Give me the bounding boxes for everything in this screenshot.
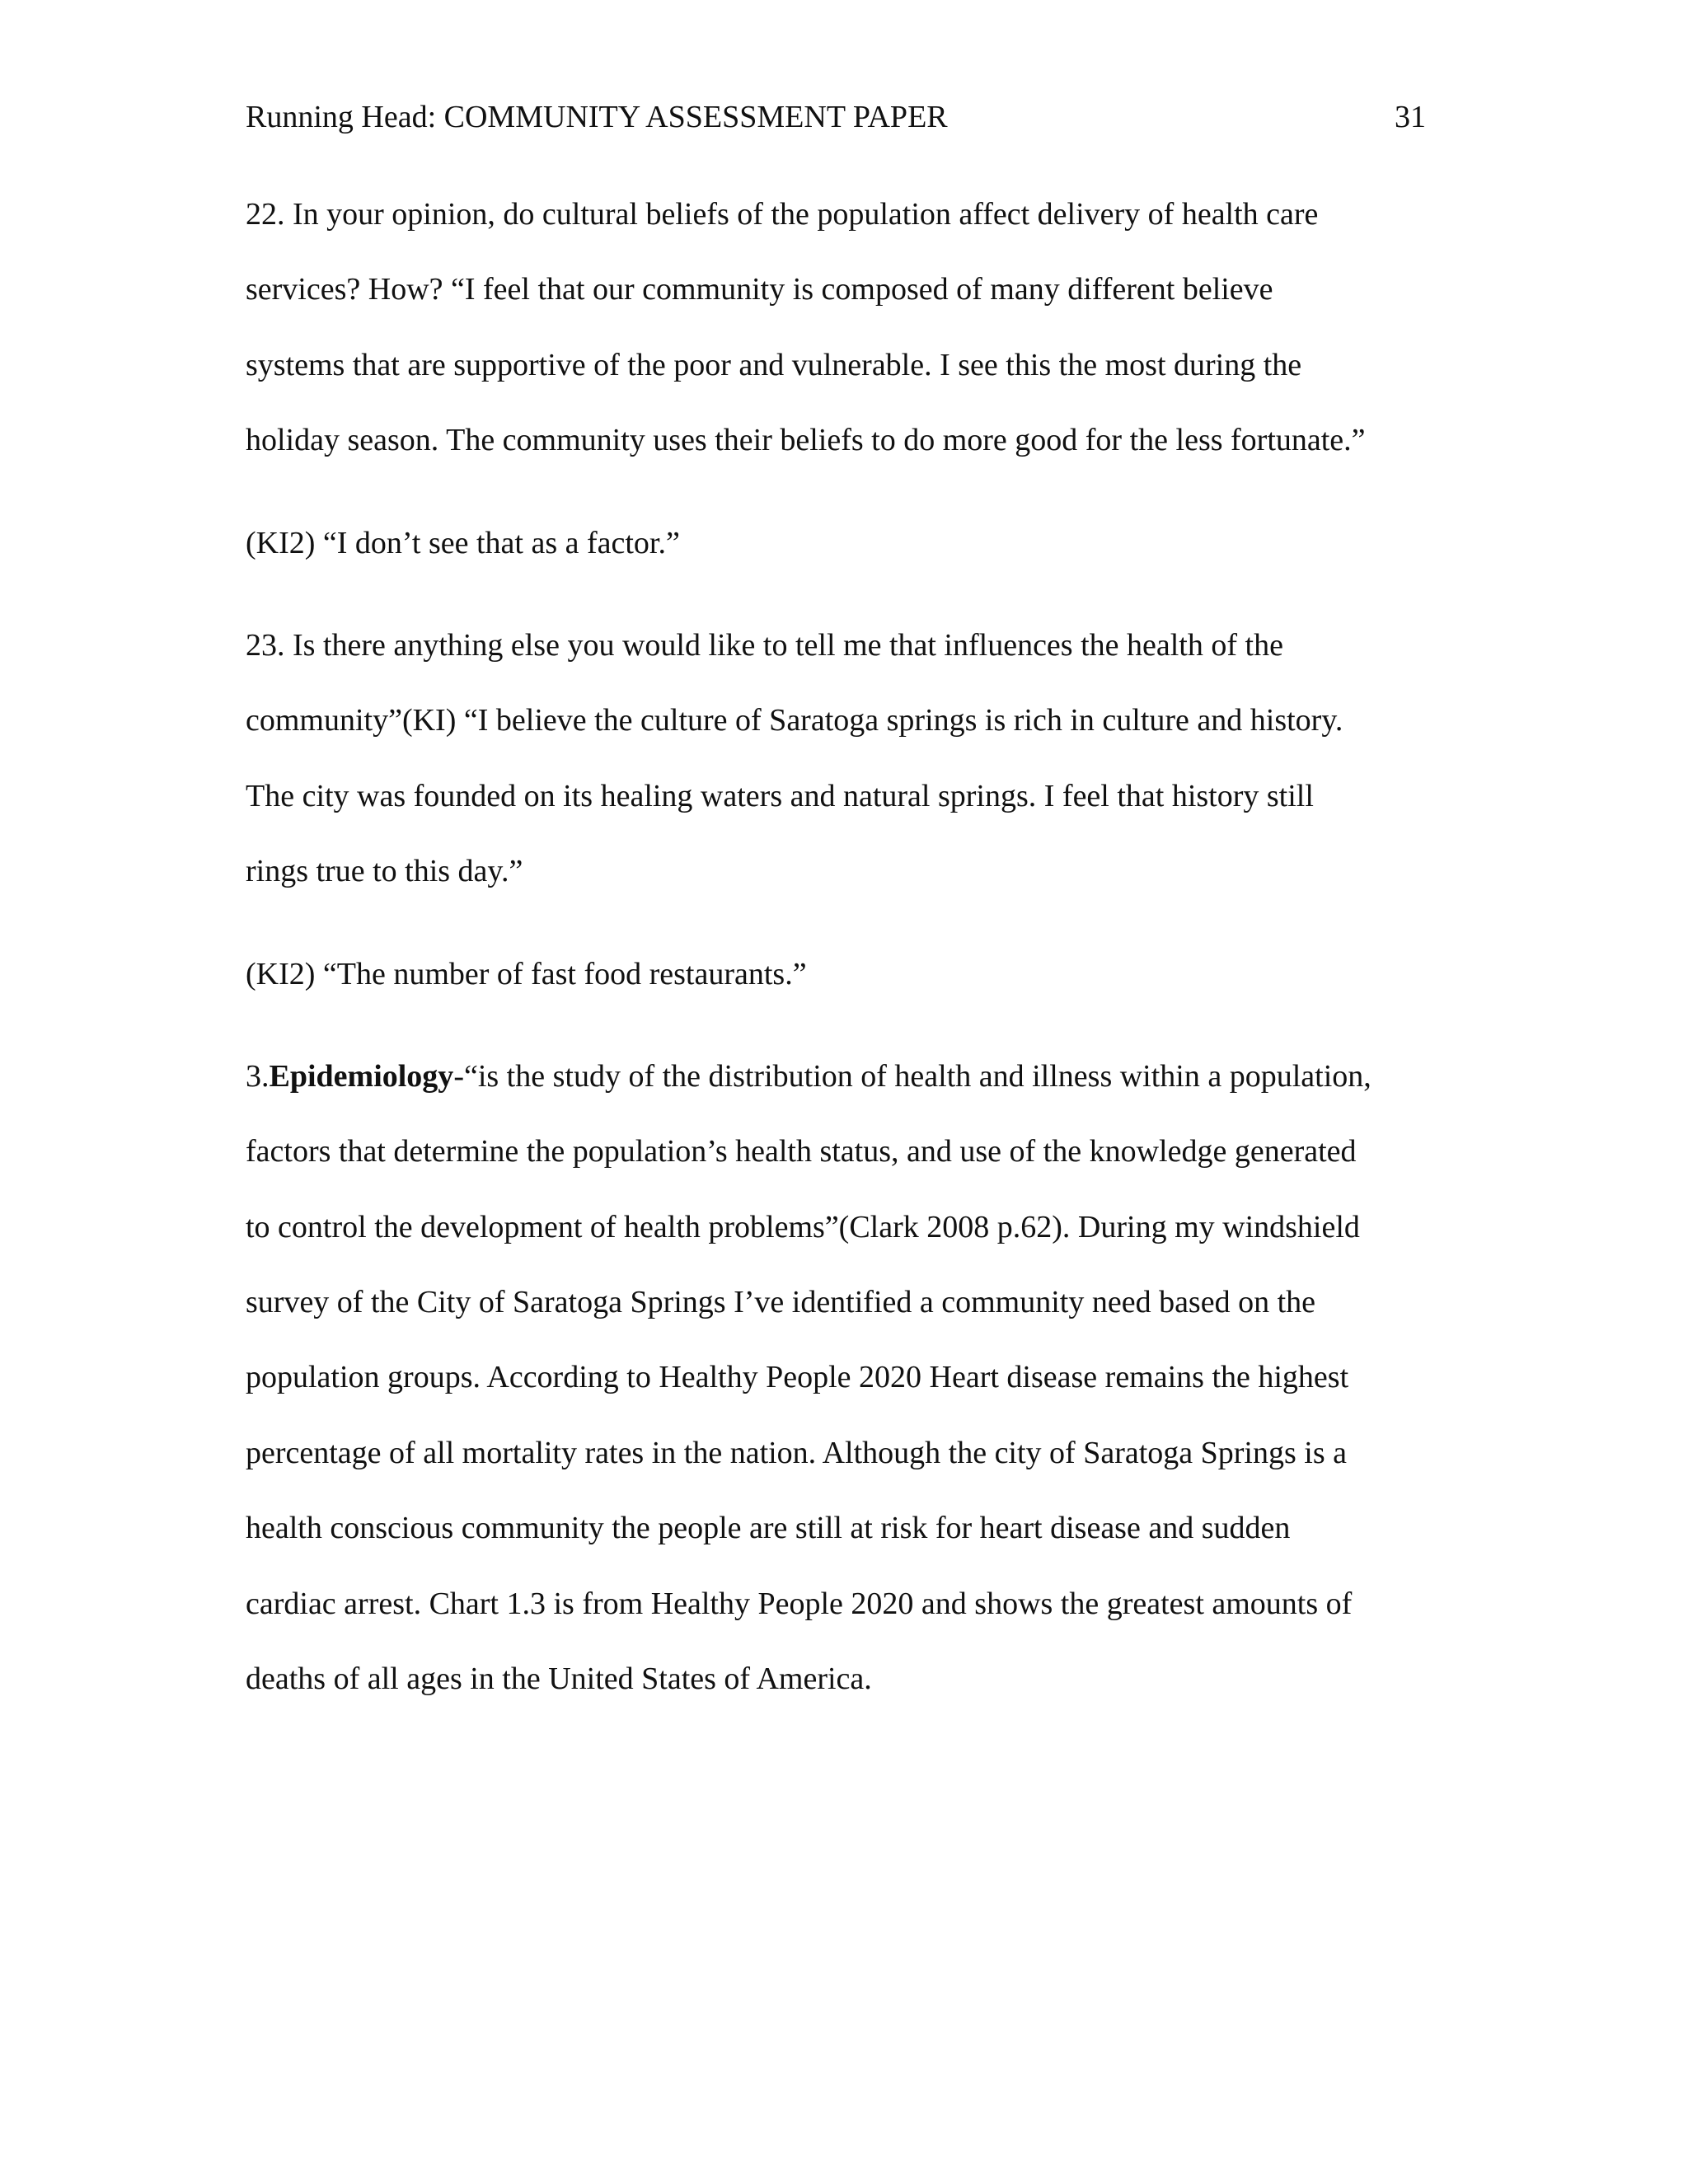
page-header — [246, 92, 1426, 142]
paragraph-line: rings true to this day.” — [246, 854, 523, 889]
paragraph-line: factors that determine the population’s health status, and use of the knowledge generated — [246, 1134, 1357, 1169]
paragraph-line: to control the development of health problems”(Clark 2008 p.62). During my windshield — [246, 1209, 1360, 1244]
paragraph-line: deaths of all ages in the United States of America. — [246, 1661, 872, 1697]
paragraph-spacer — [246, 491, 1432, 518]
question-23-paragraph — [246, 621, 1432, 922]
paragraph-line — [246, 1052, 1432, 1127]
epidemiology-paragraph — [246, 1052, 1432, 1730]
paragraph-line: holiday season. The community uses their beliefs to do more good for the less fortunate.” — [246, 423, 1366, 458]
paragraph-line: services? How? “I feel that our community is composed of many different believe — [246, 272, 1273, 307]
section-number: 3. — [246, 1058, 270, 1094]
paragraph-spacer — [246, 593, 1432, 621]
paragraph-line: community”(KI) “I believe the culture of Saratoga springs is rich in culture and history. — [246, 703, 1343, 738]
paragraph-line: 22. In your opinion, do cultural beliefs of the population affect delivery of health care — [246, 197, 1319, 232]
paragraph-spacer — [246, 1024, 1432, 1052]
paragraph-line: health conscious community the people are still at risk for heart disease and sudden — [246, 1511, 1291, 1546]
paragraph-spacer — [246, 922, 1432, 949]
paragraph-line: The city was founded on its healing waters and natural springs. I feel that history still — [246, 778, 1314, 813]
paragraph-line: population groups. According to Healthy People 2020 Heart disease remains the highest — [246, 1360, 1349, 1395]
paragraph-line: percentage of all mortality rates in the nation. Although the city of Saratoga Springs is a — [246, 1435, 1347, 1470]
running-head: Running Head: COMMUNITY ASSESSMENT PAPER — [246, 100, 948, 134]
page-number: 31 — [1395, 100, 1426, 134]
paragraph-line: 23. Is there anything else you would like to tell me that influences the health of the — [246, 627, 1283, 663]
paragraph-line: systems that are supportive of the poor and vulnerable. I see this the most during the — [246, 347, 1302, 382]
question-22-paragraph — [246, 190, 1432, 491]
paragraph-line: survey of the City of Saratoga Springs I’ve identified a community need based on the — [246, 1285, 1316, 1320]
paragraph-line: cardiac arrest. Chart 1.3 is from Healthy People 2020 and shows the greatest amounts of — [246, 1586, 1353, 1621]
section-term: Epidemiology — [269, 1058, 454, 1094]
definition-text: -“is the study of the distribution of health and illness within a population, — [453, 1058, 1372, 1094]
question-23-ki2-response: (KI2) “The number of fast food restaurants.” — [246, 956, 807, 991]
body-text — [246, 190, 1432, 1729]
question-22-ki2-response: (KI2) “I don’t see that as a factor.” — [246, 525, 680, 560]
